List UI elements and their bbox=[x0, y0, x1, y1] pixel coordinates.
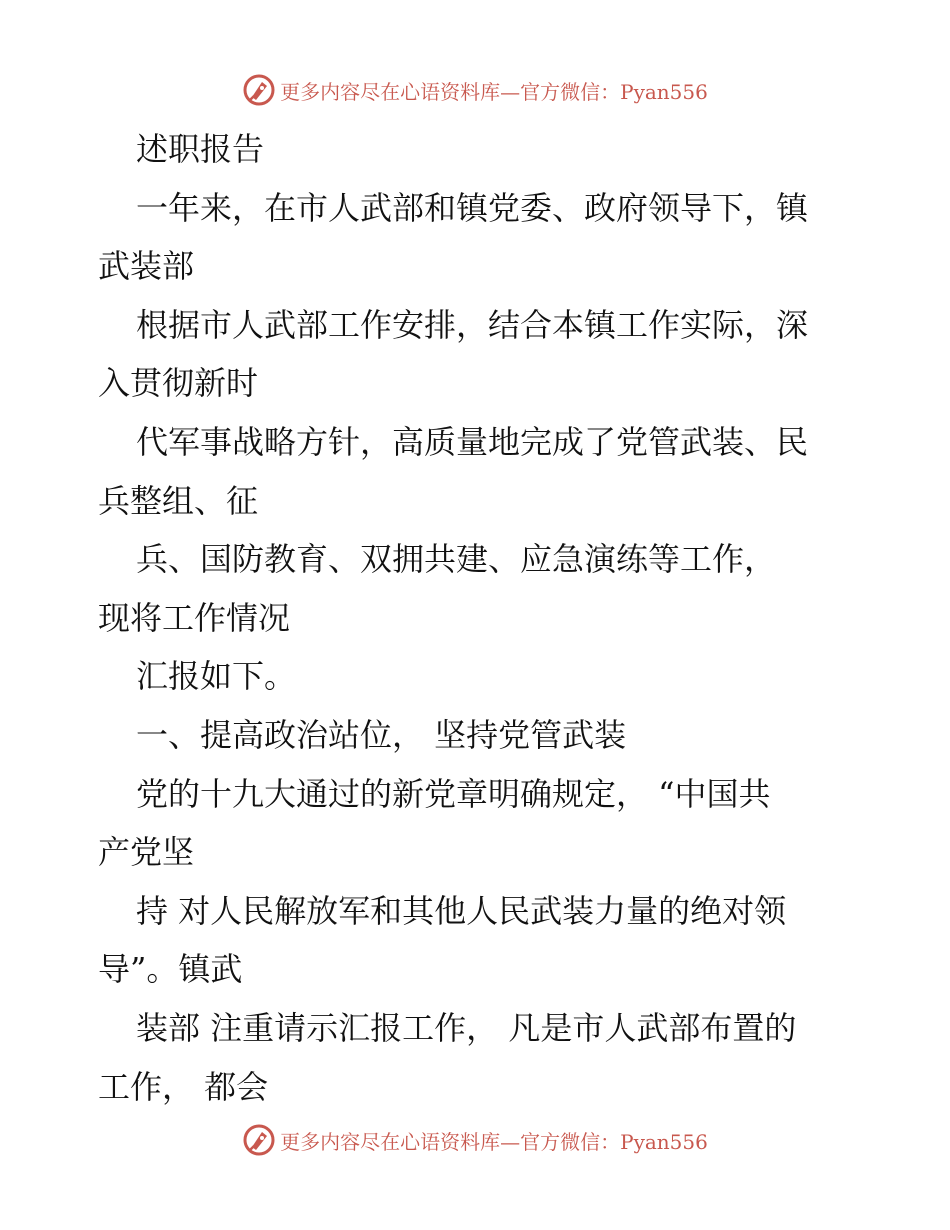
header-watermark bbox=[0, 70, 950, 110]
pen-nib-circle-icon bbox=[242, 73, 276, 107]
text-line: 一年来，在市人武部和镇党委、政府领导下，镇 bbox=[136, 188, 809, 227]
text-line: 武装部 bbox=[98, 247, 195, 286]
pen-nib-circle-icon bbox=[242, 1123, 276, 1157]
text-line: 汇报如下。 bbox=[136, 657, 297, 696]
text-line: 现将工作情况 bbox=[98, 598, 291, 637]
document-body bbox=[98, 120, 854, 1116]
text-line: 述职报告 bbox=[136, 130, 265, 168]
text-line: 装部 注重请示汇报工作， 凡是市人武部布置的 bbox=[136, 1008, 797, 1047]
text-line: 工作， 都会 bbox=[98, 1067, 269, 1106]
text-line: 导”。镇武 bbox=[98, 950, 243, 989]
section-heading: 一、提高政治站位， 坚持党管武装 bbox=[136, 715, 627, 754]
text-line: 党的十九大通过的新党章明确规定， “中国共 bbox=[136, 774, 771, 813]
text-line: 兵整组、征 bbox=[98, 481, 259, 520]
text-line: 兵、国防教育、双拥共建、应急演练等工作， bbox=[136, 540, 777, 579]
footer-watermark bbox=[0, 1120, 950, 1160]
text-line: 产党坚 bbox=[98, 833, 195, 872]
text-line: 持 对人民解放军和其他人民武装力量的绝对领 bbox=[136, 891, 787, 930]
text-line: 根据市人武部工作安排，结合本镇工作实际，深 bbox=[136, 305, 809, 344]
text-line: 代军事战略方针，高质量地完成了党管武装、民 bbox=[136, 422, 809, 461]
watermark-text: 更多内容尽在心语资料库—官方微信：Pyan556 bbox=[280, 79, 708, 104]
watermark-text: 更多内容尽在心语资料库—官方微信：Pyan556 bbox=[280, 1129, 708, 1154]
text-line: 入贯彻新时 bbox=[98, 364, 259, 403]
